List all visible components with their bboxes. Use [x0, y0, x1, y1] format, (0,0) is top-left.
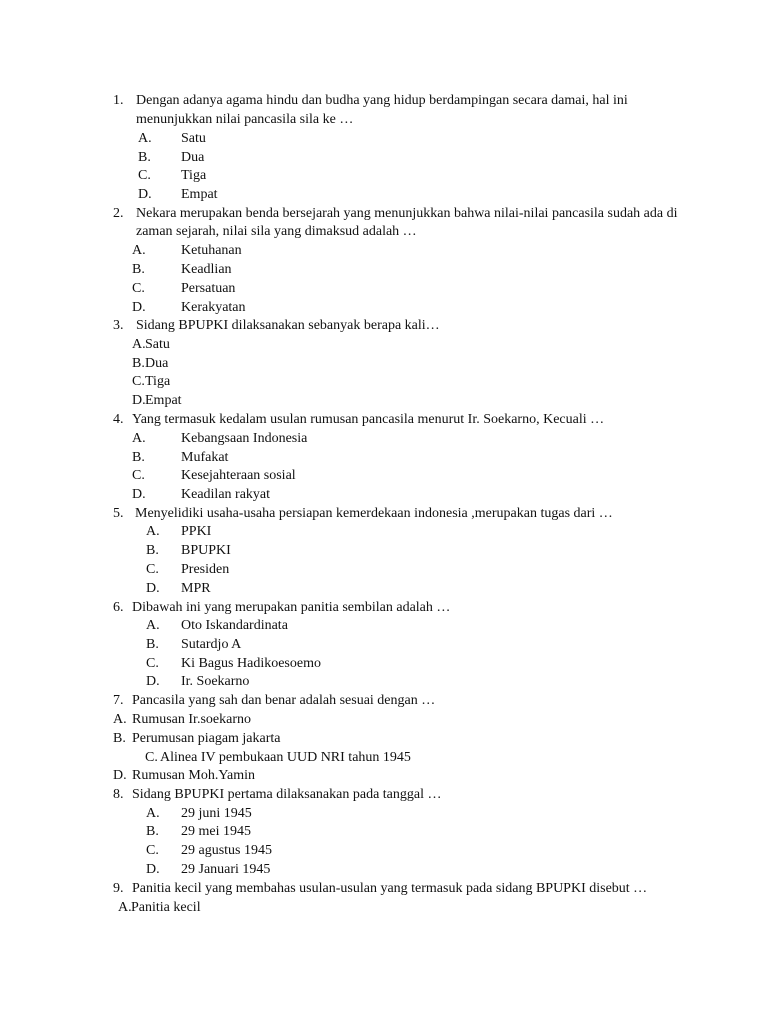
q4-option-a-text: Kebangsaan Indonesia [181, 431, 308, 446]
q8-option-a-text: 29 juni 1945 [181, 806, 252, 821]
q2-option-b-text: Keadlian [181, 262, 232, 277]
q4-option-b-text: Mufakat [181, 450, 229, 465]
q6-option-b-text: Sutardjo A [181, 637, 242, 652]
q6-option-c-letter: C. [146, 656, 159, 671]
q2-option-a-text: Ketuhanan [181, 243, 242, 258]
question-2-text-line-1: Nekara merupakan benda bersejarah yang menunjukkan bahwa nilai-nilai pancasila sudah ada di [136, 206, 678, 221]
q3-option-b-text: Dua [145, 356, 169, 371]
question-7-number: 7. [113, 693, 124, 708]
q2-option-b-letter: B. [132, 262, 145, 277]
q3-option-c-text: Tiga [145, 374, 171, 389]
q8-option-b-letter: B. [146, 824, 159, 839]
question-7-text-line-1: Pancasila yang sah dan benar adalah sesuai dengan … [132, 693, 436, 708]
q8-option-d-text: 29 Januari 1945 [181, 862, 271, 877]
q6-option-d-letter: D. [146, 674, 160, 689]
q3-option-a-text: Satu [145, 337, 170, 352]
question-3-text-line-1: Sidang BPUPKI dilaksanakan sebanyak berapa kali… [136, 318, 440, 333]
q7-option-b-text: Perumusan piagam jakarta [132, 731, 281, 746]
q8-option-b-text: 29 mei 1945 [181, 824, 251, 839]
q1-option-b-letter: B. [138, 150, 151, 165]
question-4-number: 4. [113, 412, 124, 427]
q8-option-a-letter: A. [146, 806, 160, 821]
q5-option-c-letter: C. [146, 562, 159, 577]
q8-option-c-text: 29 agustus 1945 [181, 843, 272, 858]
question-5-text-line-1: Menyelidiki usaha-usaha persiapan kemerdekaan indonesia ,merupakan tugas dari … [135, 506, 613, 521]
q6-option-c-text: Ki Bagus Hadikoesoemo [181, 656, 321, 671]
q4-option-d-text: Keadilan rakyat [181, 487, 271, 502]
question-1-text-line-2: menunjukkan nilai pancasila sila ke … [136, 112, 354, 127]
question-9-text-line-1: Panitia kecil yang membahas usulan-usulan yang termasuk pada sidang BPUPKI disebut … [132, 881, 648, 896]
q2-option-c-letter: C. [132, 281, 145, 296]
q3-option-c-letter: C. [132, 374, 145, 389]
q1-option-c-letter: C. [138, 168, 151, 183]
q3-option-d-text: Empat [145, 393, 182, 408]
q5-option-a-text: PPKI [181, 524, 212, 539]
q1-option-c-text: Tiga [181, 168, 207, 183]
q7-option-c-text: Alinea IV pembukaan UUD NRI tahun 1945 [160, 750, 411, 765]
q5-option-a-letter: A. [146, 524, 160, 539]
q2-option-c-text: Persatuan [181, 281, 236, 296]
q4-option-c-letter: C. [132, 468, 145, 483]
q9-option-a-text: Panitia kecil [131, 900, 201, 915]
q9-option-a-letter: A. [118, 900, 132, 915]
question-9-number: 9. [113, 881, 124, 896]
question-8-text-line-1: Sidang BPUPKI pertama dilaksanakan pada tanggal … [132, 787, 442, 802]
q6-option-a-letter: A. [146, 618, 160, 633]
question-1-text-line-1: Dengan adanya agama hindu dan budha yang hidup berdampingan secara damai, hal ini [136, 93, 628, 108]
q3-option-a-letter: A. [132, 337, 146, 352]
question-6-text-line-1: Dibawah ini yang merupakan panitia sembilan adalah … [132, 600, 451, 615]
question-4-text-line-1: Yang termasuk kedalam usulan rumusan pancasila menurut Ir. Soekarno, Kecuali … [132, 412, 605, 427]
q5-option-b-letter: B. [146, 543, 159, 558]
q4-option-b-letter: B. [132, 450, 145, 465]
q5-option-d-text: MPR [181, 581, 211, 596]
q5-option-d-letter: D. [146, 581, 160, 596]
q1-option-d-letter: D. [138, 187, 152, 202]
q6-option-a-text: Oto Iskandardinata [181, 618, 288, 633]
q7-option-c-letter: C. [145, 750, 158, 765]
question-6-number: 6. [113, 600, 124, 615]
q5-option-c-text: Presiden [181, 562, 230, 577]
q1-option-d-text: Empat [181, 187, 218, 202]
question-2-text-line-2: zaman sejarah, nilai sila yang dimaksud adalah … [136, 224, 417, 239]
q7-option-a-letter: A. [113, 712, 127, 727]
q2-option-d-text: Kerakyatan [181, 300, 246, 315]
question-5-number: 5. [113, 506, 124, 521]
q6-option-b-letter: B. [146, 637, 159, 652]
q7-option-d-letter: D. [113, 768, 127, 783]
question-2-number: 2. [113, 206, 124, 221]
q2-option-d-letter: D. [132, 300, 146, 315]
q1-option-a-letter: A. [138, 131, 152, 146]
q4-option-c-text: Kesejahteraan sosial [181, 468, 296, 483]
q4-option-a-letter: A. [132, 431, 146, 446]
q2-option-a-letter: A. [132, 243, 146, 258]
q7-option-a-text: Rumusan Ir.soekarno [132, 712, 251, 727]
q5-option-b-text: BPUPKI [181, 543, 231, 558]
q1-option-b-text: Dua [181, 150, 205, 165]
q7-option-d-text: Rumusan Moh.Yamin [132, 768, 256, 783]
q3-option-d-letter: D. [132, 393, 146, 408]
question-8-number: 8. [113, 787, 124, 802]
question-3-number: 3. [113, 318, 124, 333]
q7-option-b-letter: B. [113, 731, 126, 746]
q3-option-b-letter: B. [132, 356, 145, 371]
q6-option-d-text: Ir. Soekarno [181, 674, 250, 689]
q8-option-c-letter: C. [146, 843, 159, 858]
q8-option-d-letter: D. [146, 862, 160, 877]
q1-option-a-text: Satu [181, 131, 206, 146]
q4-option-d-letter: D. [132, 487, 146, 502]
question-1-number: 1. [113, 93, 124, 108]
